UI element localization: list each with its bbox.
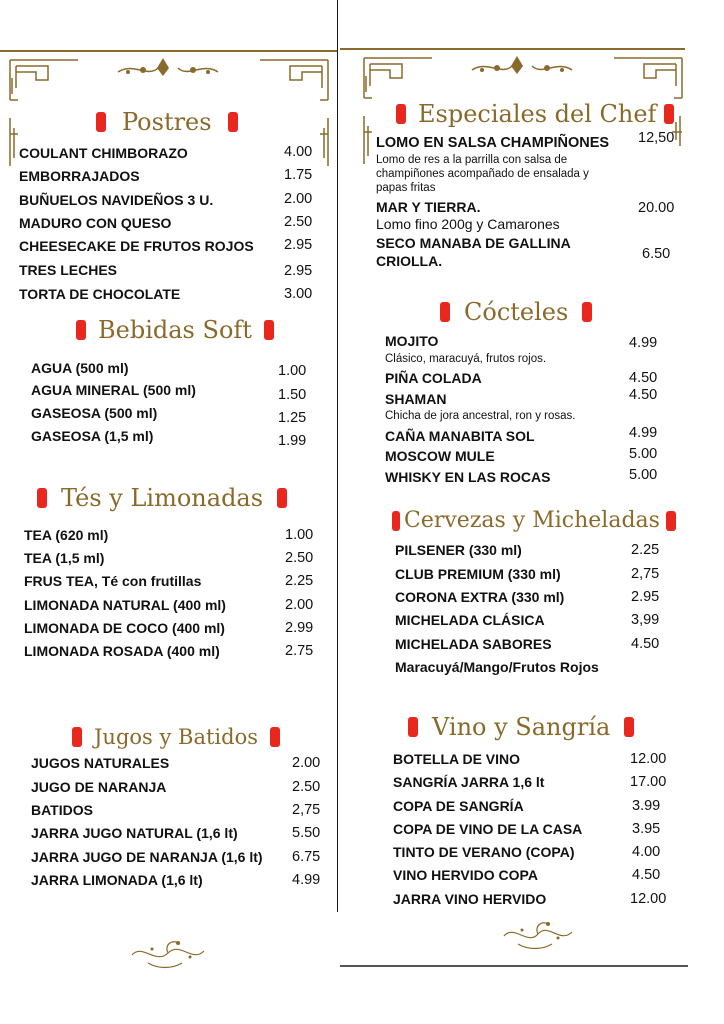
section-title-tes (37, 484, 287, 512)
menu-item-price: 2.50 (292, 779, 321, 795)
menu-item-name: MICHELADA CLÁSICA (395, 612, 545, 628)
menu-item-price: 3,99 (631, 612, 660, 628)
menu-item-name: PILSENER (330 ml) (395, 542, 522, 558)
menu-item-note: Maracuyá/Mango/Frutos Rojos (395, 659, 599, 675)
menu-item-name: AGUA (500 ml) (31, 360, 129, 376)
menu-item-name: MOJITO (385, 333, 439, 349)
menu-item-price: 2.95 (631, 589, 660, 605)
menu-item-name: LIMONADA DE COCO (400 ml) (24, 620, 225, 636)
menu-item-price: 20.00 (638, 200, 675, 216)
menu-item-price: 5.00 (629, 467, 658, 483)
flourish-ornament-right (500, 918, 576, 952)
section-title-text: Postres (122, 108, 212, 136)
red-marker-icon (96, 112, 106, 132)
red-marker-icon (392, 511, 400, 531)
menu-item-name: JARRA JUGO DE NARANJA (1,6 lt) (31, 849, 263, 865)
menu-item-name: LIMONADA ROSADA (400 ml) (24, 643, 220, 659)
menu-item-name: MADURO CON QUESO (19, 215, 172, 231)
red-marker-icon (228, 112, 238, 132)
menu-item-name: GASEOSA (1,5 ml) (31, 428, 154, 444)
menu-item-price: 2.00 (284, 191, 313, 207)
red-marker-icon (264, 320, 274, 340)
section-title-text: Especiales del Chef (418, 100, 657, 128)
section-title-text: Tés y Limonadas (61, 484, 264, 512)
red-marker-icon (37, 488, 47, 508)
menu-item-name: TEA (620 ml) (24, 527, 109, 543)
menu-item-name: COPA DE SANGRÍA (393, 798, 524, 814)
menu-item-price: 2.95 (284, 263, 313, 279)
menu-item-name: JARRA VINO HERVIDO (393, 891, 547, 907)
menu-item-price: 6.50 (642, 246, 671, 262)
menu-item-name: CHEESECAKE DE FRUTOS ROJOS (19, 238, 254, 254)
menu-item-name: JARRA JUGO NATURAL (1,6 lt) (31, 825, 238, 841)
section-title-text: Cervezas y Micheladas (404, 508, 660, 533)
menu-item-name: BOTELLA DE VINO (393, 751, 521, 767)
menu-item-price: 2.00 (285, 597, 314, 613)
menu-item-description: Lomo de res a la parrilla con salsa de (376, 154, 568, 166)
menu-item-price: 2.99 (285, 620, 314, 636)
menu-item-name: MAR Y TIERRA. (376, 199, 481, 215)
section-title-especiales (396, 100, 674, 128)
menu-item-price: 17.00 (630, 774, 667, 790)
menu-item-name: LIMONADA NATURAL (400 ml) (24, 597, 226, 613)
menu-item-name: GASEOSA (500 ml) (31, 405, 158, 421)
menu-item-name: WHISKY EN LAS ROCAS (385, 469, 551, 485)
section-title-text: Jugos y Batidos (94, 725, 258, 749)
menu-item-price: 1.00 (278, 363, 307, 379)
menu-item-name: JARRA LIMONADA (1,6 lt) (31, 872, 203, 888)
menu-item-price: 2.25 (285, 573, 314, 589)
menu-item-name-line2: CRIOLLA. (376, 253, 443, 269)
menu-item-name: TORTA DE CHOCOLATE (19, 286, 181, 302)
menu-item-name: BUÑUELOS NAVIDEÑOS 3 U. (19, 192, 214, 208)
section-title-vino (408, 713, 634, 741)
menu-item-price: 4.50 (629, 370, 658, 386)
menu-item-name: SHAMAN (385, 391, 447, 407)
red-marker-icon (624, 717, 634, 737)
menu-item-name: TEA (1,5 ml) (24, 550, 105, 566)
left-top-rule (0, 50, 337, 52)
menu-item-price: 1.50 (278, 387, 307, 403)
right-bottom-rule (340, 965, 688, 967)
menu-item-name: MOSCOW MULE (385, 448, 495, 464)
red-marker-icon (72, 727, 82, 747)
menu-item-name: CORONA EXTRA (330 ml) (395, 589, 565, 605)
red-marker-icon (440, 302, 450, 322)
section-title-cocteles (440, 298, 592, 326)
menu-item-price: 12,50 (638, 130, 675, 146)
menu-item-description: Clásico, maracuyá, frutos rojos. (385, 353, 547, 365)
menu-item-name: LOMO EN SALSA CHAMPIÑONES (376, 135, 610, 151)
menu-item-price: 6.75 (292, 849, 321, 865)
menu-item-name: VINO HERVIDO COPA (393, 867, 538, 883)
section-title-bebidas (76, 316, 274, 344)
menu-item-description: papas fritas (376, 182, 436, 194)
section-title-text: Cócteles (464, 298, 569, 326)
red-marker-icon (666, 511, 676, 531)
menu-item-description: Lomo fino 200g y Camarones (376, 216, 560, 232)
menu-item-name: FRUS TEA, Té con frutillas (24, 573, 202, 589)
menu-item-price: 3.99 (632, 798, 661, 814)
section-title-jugos (72, 725, 280, 749)
menu-item-name: BATIDOS (31, 802, 93, 818)
menu-item-price: 4.99 (292, 872, 321, 888)
menu-item-description: Chicha de jora ancestral, ron y rosas. (385, 410, 576, 422)
menu-item-price: 2,75 (292, 802, 321, 818)
red-marker-icon (270, 727, 280, 747)
menu-item-price: 3.00 (284, 286, 313, 302)
menu-item-price: 12.00 (630, 751, 667, 767)
menu-item-name: EMBORRAJADOS (19, 168, 140, 184)
red-marker-icon (277, 488, 287, 508)
section-title-text: Bebidas Soft (98, 316, 252, 344)
right-top-rule (340, 48, 685, 50)
menu-item-name: JUGOS NATURALES (31, 755, 170, 771)
menu-item-price: 4.99 (629, 335, 658, 351)
menu-item-name: TRES LECHES (19, 262, 118, 278)
menu-item-description: champiñones acompañado de ensalada y (376, 168, 589, 180)
red-marker-icon (582, 302, 592, 322)
section-title-text: Vino y Sangría (432, 713, 611, 741)
menu-item-price: 4.99 (629, 425, 658, 441)
menu-item-name: SANGRÍA JARRA 1,6 lt (393, 774, 545, 790)
menu-item-name: PIÑA COLADA (385, 370, 482, 386)
menu-item-price: 2.95 (284, 237, 313, 253)
red-marker-icon (76, 320, 86, 340)
menu-item-name: MICHELADA SABORES (395, 636, 552, 652)
menu-item-price: 2.25 (631, 542, 660, 558)
menu-item-price: 2,75 (631, 566, 660, 582)
section-title-cervezas (392, 508, 676, 533)
menu-item-name: AGUA MINERAL (500 ml) (31, 382, 196, 398)
menu-item-price: 12.00 (630, 891, 667, 907)
flourish-ornament-left (128, 935, 208, 971)
section-title-postres (96, 108, 238, 136)
menu-item-name: TINTO DE VERANO (COPA) (393, 844, 575, 860)
menu-item-price: 2.00 (292, 755, 321, 771)
menu-item-price: 1.25 (278, 410, 307, 426)
red-marker-icon (408, 717, 418, 737)
menu-item-price: 4.00 (632, 844, 661, 860)
red-marker-icon (396, 104, 406, 124)
menu-item-price: 4.00 (284, 144, 313, 160)
menu-item-name: JUGO DE NARANJA (31, 779, 167, 795)
menu-item-price: 4.50 (629, 387, 658, 403)
menu-item-price: 1.99 (278, 433, 307, 449)
menu-item-name: SECO MANABA DE GALLINA (376, 235, 571, 251)
menu-item-price: 1.75 (284, 167, 313, 183)
menu-item-name: CAÑA MANABITA SOL (385, 428, 535, 444)
menu-item-price: 5.50 (292, 825, 321, 841)
menu-item-price: 5.00 (629, 446, 658, 462)
red-marker-icon (664, 104, 674, 124)
menu-item-price: 4.50 (631, 636, 660, 652)
center-divider-line (337, 0, 338, 912)
menu-item-price: 2.50 (285, 550, 314, 566)
menu-item-name: CLUB PREMIUM (330 ml) (395, 566, 561, 582)
menu-item-name: COPA DE VINO DE LA CASA (393, 821, 583, 837)
menu-item-price: 4.50 (632, 867, 661, 883)
menu-item-price: 3.95 (632, 821, 661, 837)
menu-item-price: 1.00 (285, 527, 314, 543)
menu-item-price: 2.75 (285, 643, 314, 659)
menu-item-price: 2.50 (284, 214, 313, 230)
menu-item-name: COULANT CHIMBORAZO (19, 145, 188, 161)
